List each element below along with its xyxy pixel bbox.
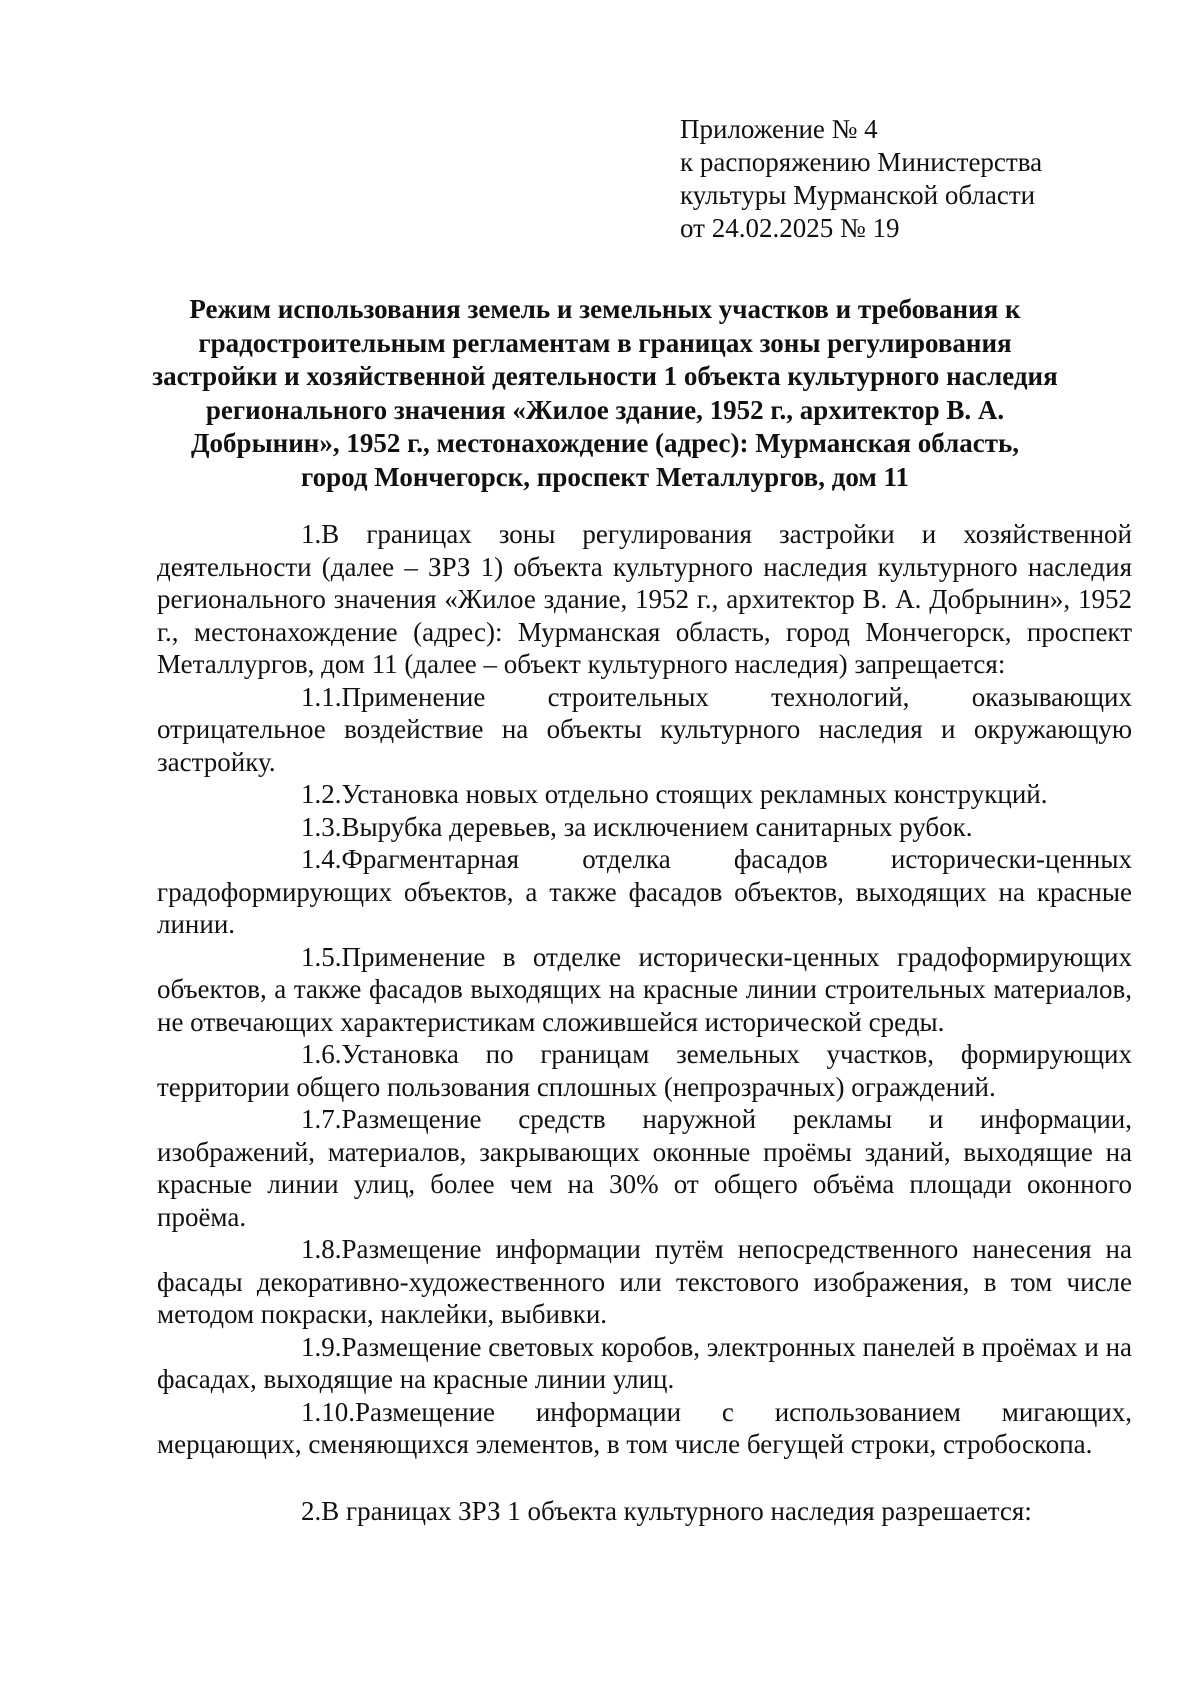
paragraph-text: Размещение световых коробов, электронных панелей в проёмах и на фасадах, выходящие на красные линии улиц.: [157, 1331, 1132, 1394]
paragraph-number: 1.10.: [301, 1396, 355, 1427]
paragraph-1-4: [157, 843, 1132, 941]
paragraph-text: Применение в отделке исторически-ценных градоформирующих объектов, а также фасадов выходящих на красные линии строительных материалов, не отвечающих характеристикам сложившейся исторической среды.: [157, 941, 1132, 1037]
paragraph-number: 1.1.: [301, 681, 342, 712]
paragraph-text: Установка новых отдельно стоящих рекламных конструкций.: [341, 779, 1048, 809]
title-line: регионального значения «Жилое здание, 1952 г., архитектор В. А.: [205, 394, 1005, 425]
paragraph-text: Вырубка деревьев, за исключением санитарных рубок.: [341, 811, 973, 842]
paragraph-1-3: [157, 811, 1132, 844]
paragraph-1-5: [157, 941, 1132, 1039]
title-line: градостроительным регламентам в границах зоны регулирования: [198, 327, 1012, 358]
paragraph-1-9: [157, 1331, 1132, 1396]
title-line: город Мончегорск, проспект Металлургов, дом 11: [301, 461, 909, 492]
paragraph-number: 1.4.: [301, 844, 342, 874]
document-title: [140, 293, 1070, 494]
paragraph-number: 1.6.: [301, 1039, 342, 1069]
title-line: Добрынин», 1952 г., местонахождение (адрес): Мурманская область,: [190, 428, 1019, 458]
paragraph-text: Применение строительных технологий, оказывающих отрицательное воздействие на объекты культурного наследия и окружающую застройку.: [157, 681, 1132, 777]
paragraph-text: В границах зоны регулирования застройки и хозяйственной деятельности (далее – ЗРЗ 1) объекта культурного наследия культурного наследия регионального значения «Жилое здание, 1952 г., архитектор В. А. Добрынин», 1952 г., местонахождение (адрес): Мурманская область, город Мончегорск, проспект Металлургов, дом 11 (далее – объект культурного наследия) запрещается:: [157, 519, 1132, 679]
paragraph-text: Размещение информации путём непосредственного нанесения на фасады декоративно-художественного или текстового изображения, в том числе методом покраски, наклейки, выбивки.: [157, 1234, 1132, 1329]
appendix-line: к распоряжению Министерства: [680, 147, 1043, 177]
paragraph-1-10: [157, 1396, 1132, 1461]
paragraph-1-1: [157, 681, 1132, 779]
paragraph-text: Размещение средств наружной рекламы и информации, изображений, материалов, закрывающих оконные проёмы зданий, выходящие на красные линии улиц, более чем на 30% от общего объёма площади оконного проёма.: [157, 1104, 1132, 1232]
document-body: [157, 518, 1132, 1527]
paragraph-2: [157, 1495, 1132, 1528]
paragraph-1: [157, 518, 1132, 681]
title-line: Режим использования земель и земельных участков и требования к: [189, 294, 1021, 324]
paragraph-number: 1.3.: [301, 811, 342, 842]
appendix-line: культуры Мурманской области: [680, 180, 1036, 210]
paragraph-text: Установка по границам земельных участков, формирующих территории общего пользования сплошных (непрозрачных) ограждений.: [157, 1039, 1132, 1102]
paragraph-1-2: [157, 778, 1132, 811]
title-line: застройки и хозяйственной деятельности 1 объекта культурного наследия: [152, 361, 1058, 391]
paragraph-text: Фрагментарная отделка фасадов исторически-ценных градоформирующих объектов, а также фасадов объектов, выходящих на красные линии.: [157, 844, 1132, 939]
paragraph-text: В границах ЗРЗ 1 объекта культурного наследия разрешается:: [321, 1495, 1032, 1526]
paragraph-number: 1.8.: [301, 1234, 342, 1264]
appendix-line: Приложение № 4: [680, 114, 878, 144]
paragraph-number: 1.2.: [301, 779, 342, 809]
paragraph-1-8: [157, 1233, 1132, 1331]
appendix-header: [680, 113, 1140, 245]
paragraph-number: 1.: [301, 519, 322, 549]
paragraph-number: 2.: [301, 1495, 322, 1526]
paragraph-1-7: [157, 1103, 1132, 1233]
paragraph-number: 1.5.: [301, 941, 342, 972]
appendix-line: от 24.02.2025 № 19: [680, 213, 900, 243]
paragraph-number: 1.7.: [301, 1104, 342, 1134]
paragraph-1-6: [157, 1038, 1132, 1103]
paragraph-text: Размещение информации с использованием мигающих, мерцающих, сменяющихся элементов, в том числе бегущей строки, стробоскопа.: [157, 1396, 1132, 1459]
paragraph-number: 1.9.: [301, 1331, 342, 1362]
